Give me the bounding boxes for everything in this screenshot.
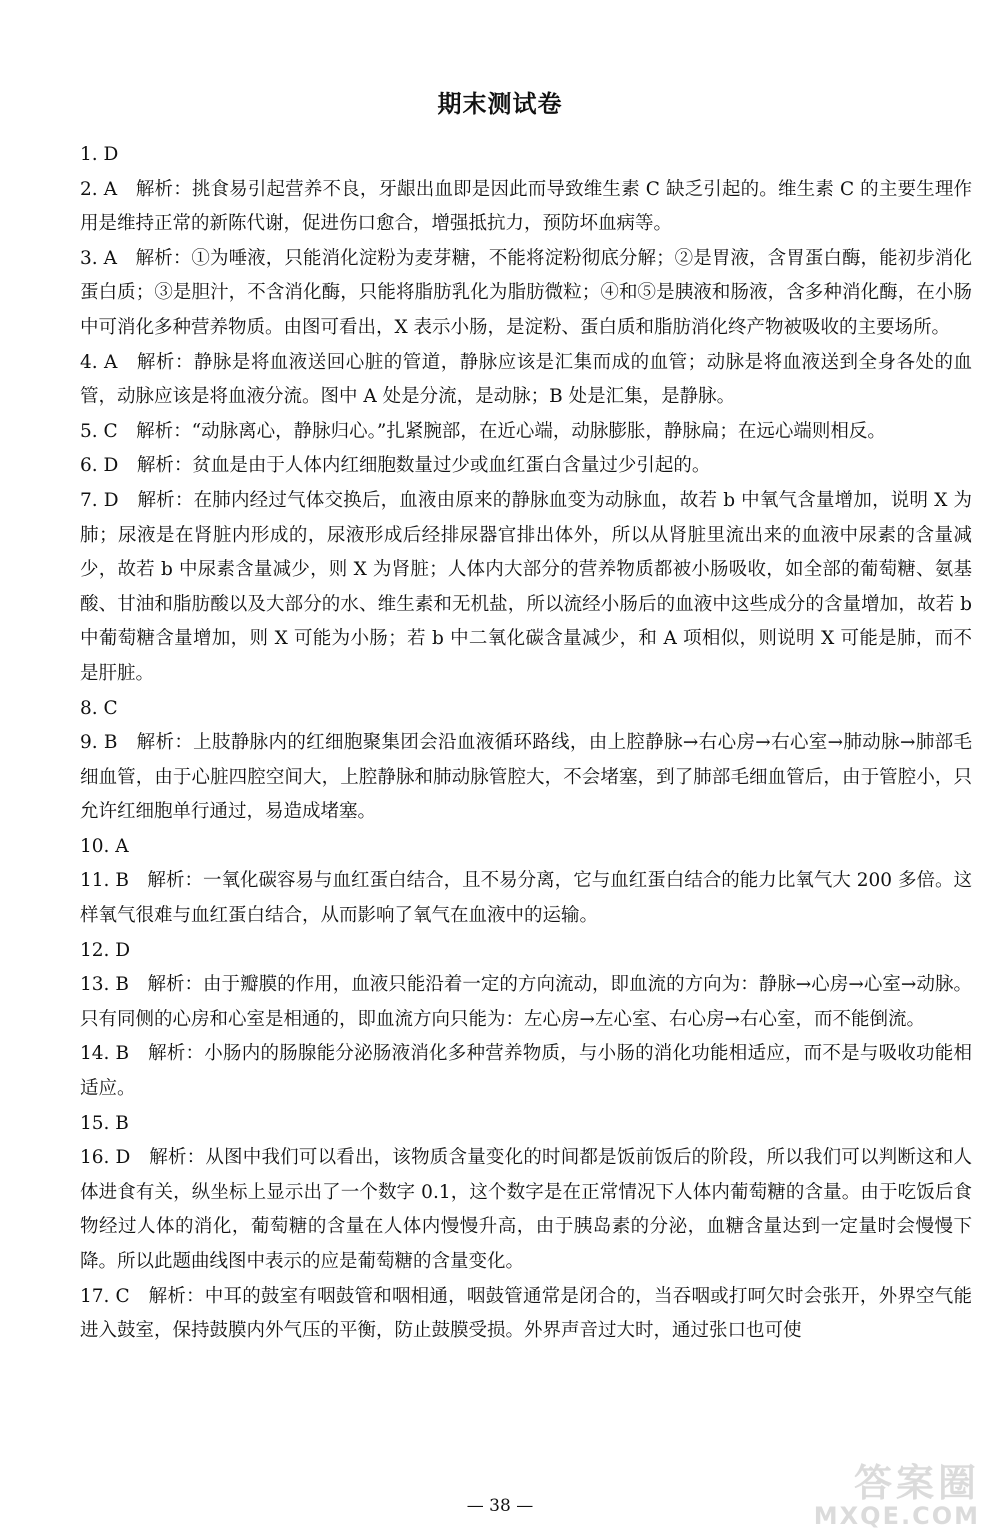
watermark-url: MXQE.COM — [813, 1502, 980, 1530]
answer-item-8: 8. C — [80, 697, 118, 719]
answer-item-12: 12. D — [80, 939, 131, 961]
watermark-text: 答案圈 — [853, 1461, 980, 1505]
answer-item-5: 5. C 解析：“动脉离心，静脉归心。”扎紧腕部，在近心端，动脉膨胀，静脉扁；在远心端则相反。 — [80, 420, 886, 442]
answer-list — [80, 138, 972, 1349]
answer-item-7: 7. D 解析：在肺内经过气体交换后，血液由原来的静脉血变为动脉血，故若 b 中氧气含量增加，说明 X 为肺；尿液是在肾脏内形成的，尿液形成后经排尿器官排出体外，所以从肾脏里流出来的血液中尿素的含量减少，故若 b 中尿素含量减少，则 X 为肾脏；人体内大部分的营养物质都被小肠吸收，如全部的葡萄糖、氨基酸、甘油和脂肪酸以及大部分的水、维生素和无机盐，所以流经小肠后的血液中这些成分的含量增加，故若 b 中葡萄糖含量增加，则 X 可能为小肠；若 b 中二氧化碳含量减少，和 A 项相似，则说明 X 可能是肺，而不是肝脏。 — [80, 489, 972, 684]
answer-item-13: 13. B 解析：由于瓣膜的作用，血液只能沿着一定的方向流动，即血流的方向为：静脉→心房→心室→动脉。只有同侧的心房和心室是相通的，即血流方向只能为：左心房→左心室、右心房→右心室，而不能倒流。 — [80, 974, 972, 1030]
answer-item-14: 14. B 解析：小肠内的肠腺能分泌肠液消化多种营养物质，与小肠的消化功能相适应，而不是与吸收功能相适应。 — [80, 1043, 972, 1100]
answer-item-17: 17. C 解析：中耳的鼓室有咽鼓管和咽相通，咽鼓管通常是闭合的，当吞咽或打呵欠时会张开，外界空气能进入鼓室，保持鼓膜内外气压的平衡，防止鼓膜受损。外界声音过大时，通过张口也可使 — [80, 1285, 972, 1342]
answer-item-6: 6. D 解析：贫血是由于人体内红细胞数量过少或血红蛋白含量过少引起的。 — [80, 455, 711, 477]
answer-item-16: 16. D 解析：从图中我们可以看出，该物质含量变化的时间都是饭前饭后的阶段，所以我们可以判断这和人体进食有关，纵坐标上显示出了一个数字 0.1，这个数字是在正常情况下人体内葡萄糖的含量。由于吃饭后食物经过人体的消化，葡萄糖的含量在人体内慢慢升高，由于胰岛素的分泌，血糖含量达到一定量时会慢慢下降。所以此题曲线图中表示的应是葡萄糖的含量变化。 — [80, 1147, 972, 1272]
page-number: — 38 — — [466, 1496, 534, 1516]
answer-item-3: 3. A 解析：①为唾液，只能消化淀粉为麦芽糖，不能将淀粉彻底分解；②是胃液，含胃蛋白酶，能初步消化蛋白质；③是胆汁，不含消化酶，只能将脂肪乳化为脂肪微粒；④和⑤是胰液和肠液，含多种消化酶，在小肠中可消化多种营养物质。由图可看出，X 表示小肠，是淀粉、蛋白质和脂肪消化终产物被吸收的主要场所。 — [80, 247, 972, 338]
answer-item-9: 9. B 解析：上肢静脉内的红细胞聚集团会沿血液循环路线，由上腔静脉→右心房→右心室→肺动脉→肺部毛细血管，由于心脏四腔空间大，上腔静脉和肺动脉管腔大，不会堵塞，到了肺部毛细血管后，由于管腔小，只允许红细胞单行通过，易造成堵塞。 — [80, 732, 972, 823]
answer-item-1: 1. D — [80, 144, 119, 165]
answer-item-4: 4. A 解析：静脉是将血液送回心脏的管道，静脉应该是汇集而成的血管；动脉是将血液送到全身各处的血管，动脉应该是将血液分流。图中 A 处是分流，是动脉；B 处是汇集，是静脉。 — [80, 351, 972, 408]
answer-item-11: 11. B 解析：一氧化碳容易与血红蛋白结合，且不易分离，它与血红蛋白结合的能力比氧气大 200 多倍。这样氧气很难与血红蛋白结合，从而影响了氧气在血液中的运输。 — [80, 870, 972, 927]
page-title: 期末测试卷 — [437, 90, 563, 118]
answer-item-15: 15. B — [80, 1112, 129, 1134]
answer-item-10: 10. A — [80, 835, 129, 857]
watermark-logo — [790, 1463, 980, 1533]
answer-item-2: 2. A 解析：挑食易引起营养不良，牙龈出血即是因此而导致维生素 C 缺乏引起的。维生素 C 的主要生理作用是维持正常的新陈代谢，促进伤口愈合，增强抵抗力，预防坏血病等。 — [80, 178, 972, 235]
